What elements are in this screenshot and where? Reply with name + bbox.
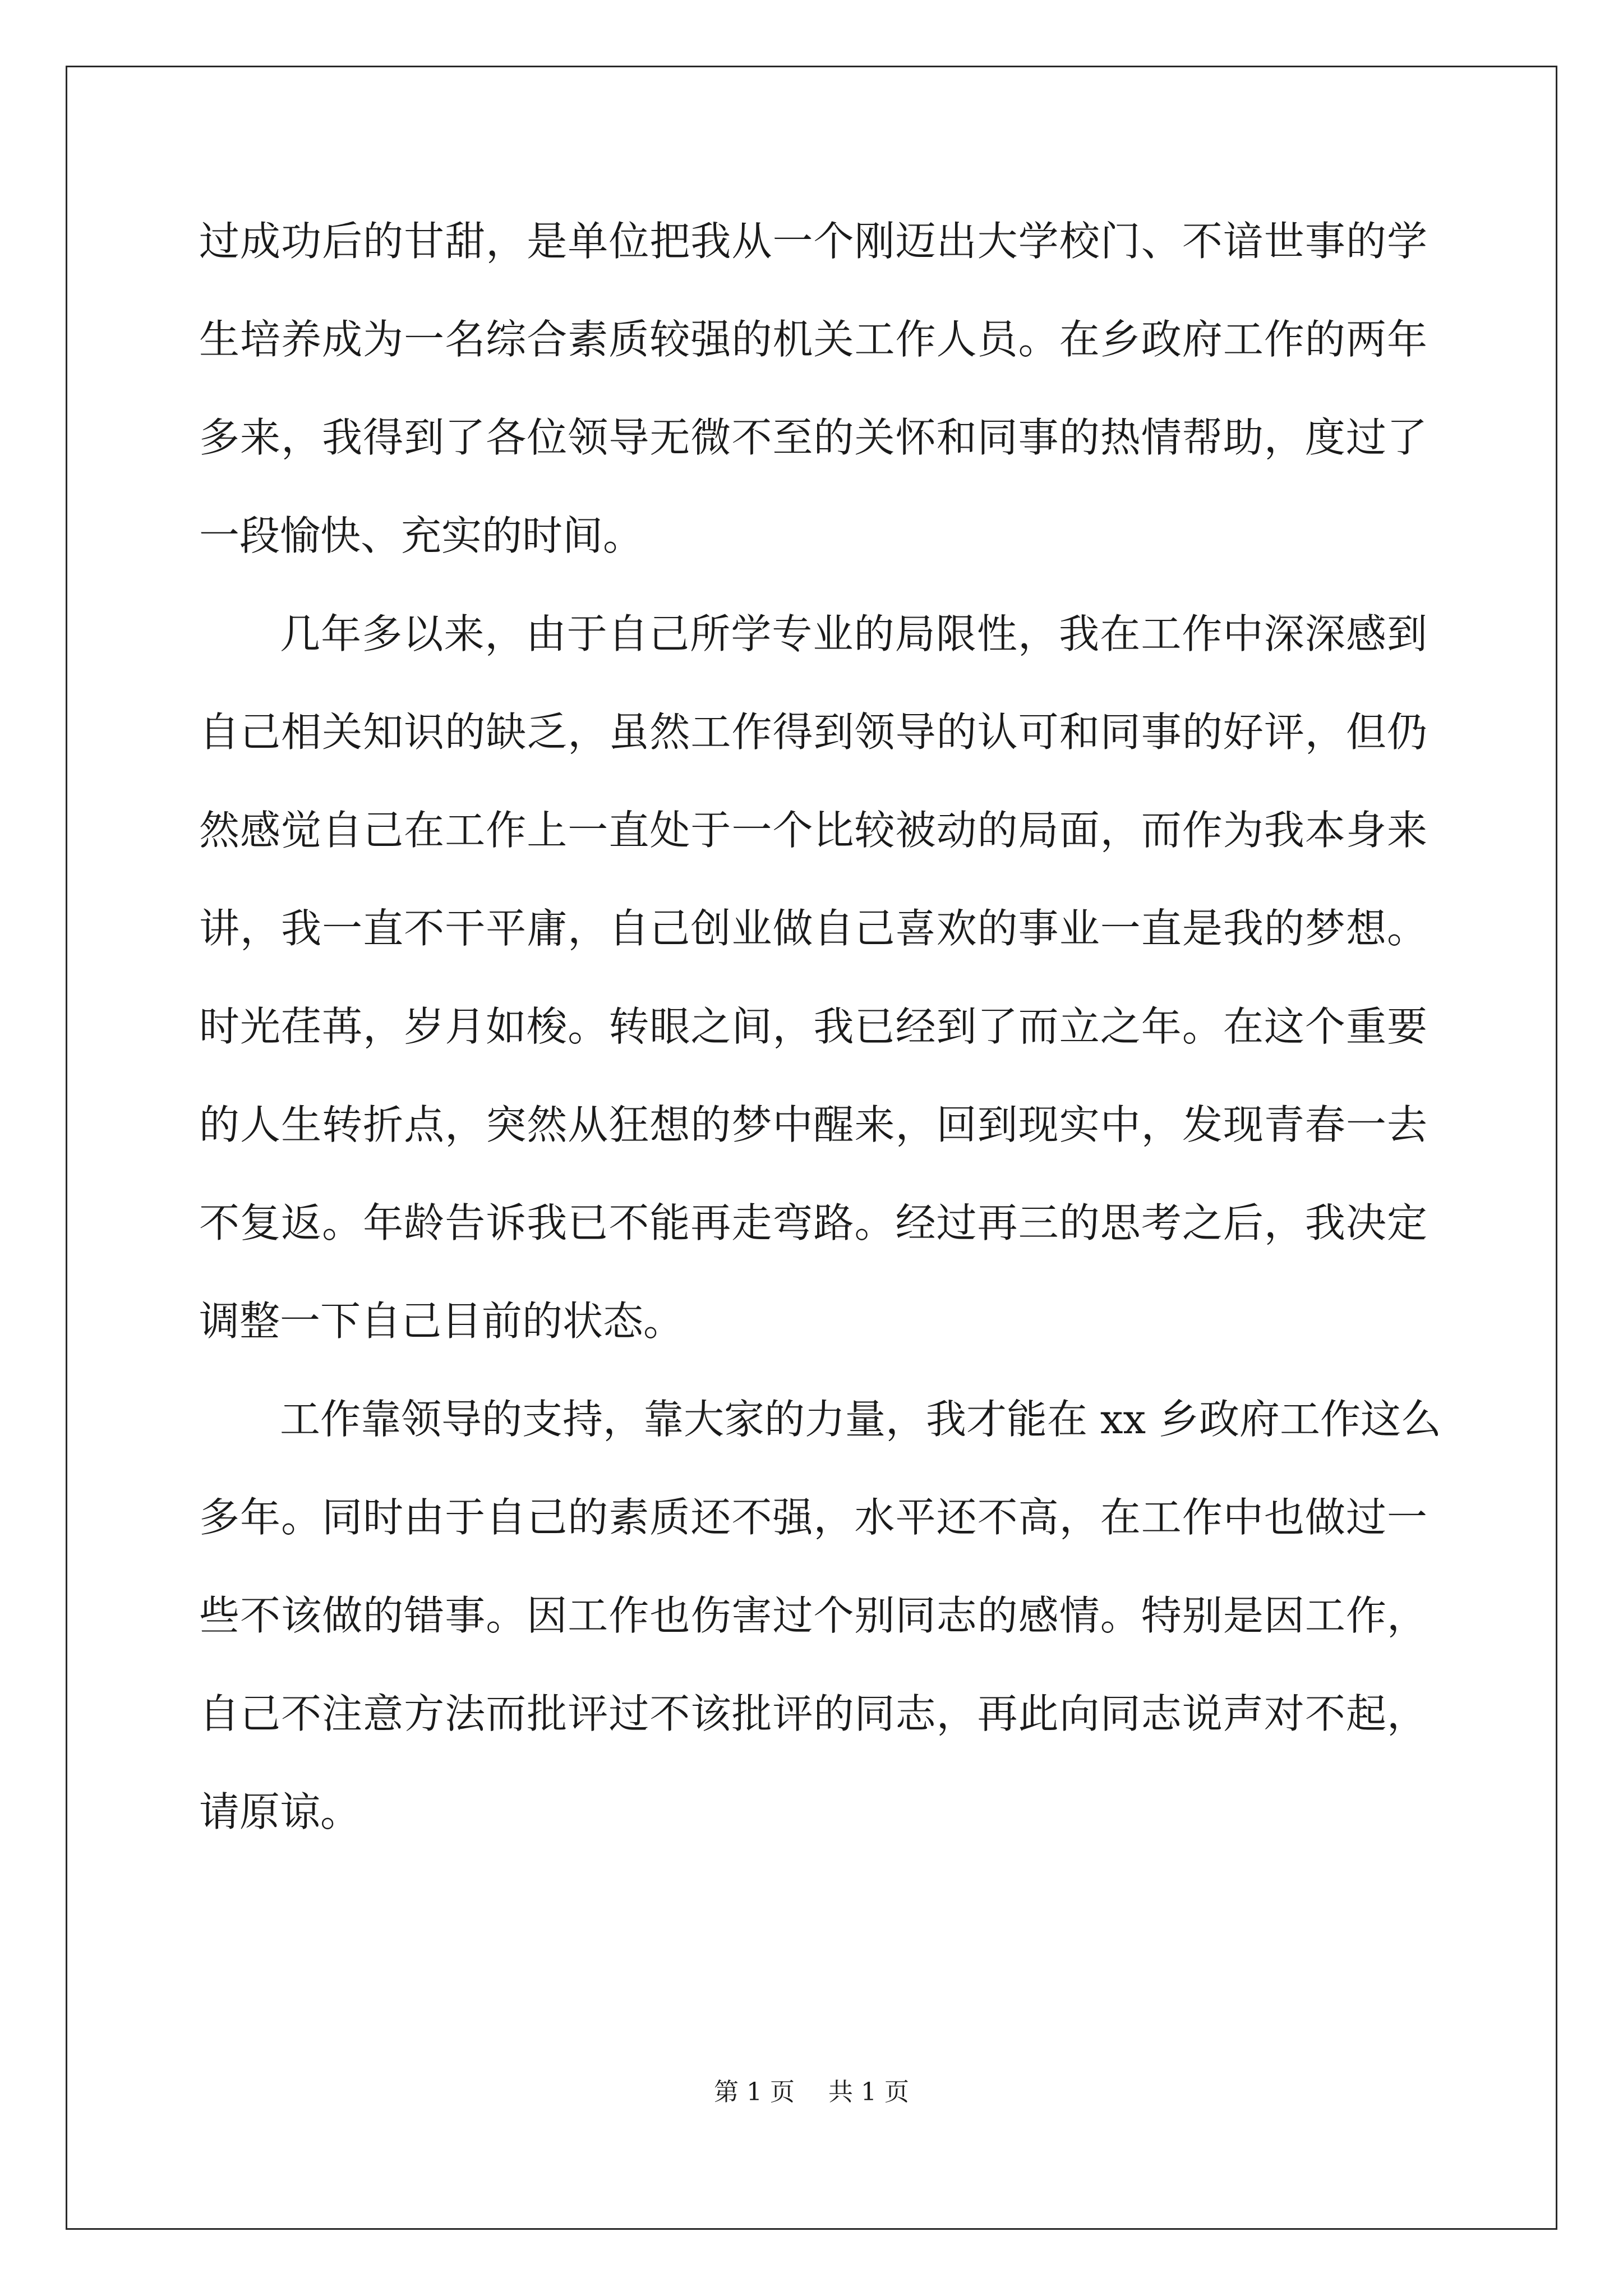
paragraph-line: 请原谅。: [199, 1788, 361, 1835]
paragraph-line: 过成功后的甘甜，是单位把我从一个刚迈出大学校门、不谙世事的学: [199, 218, 1427, 265]
paragraph-line: 生培养成为一名综合素质较强的机关工作人员。在乡政府工作的两年: [199, 316, 1427, 363]
paragraph-line: 讲，我一直不干平庸，自己创业做自己喜欢的事业一直是我的梦想。: [199, 905, 1427, 952]
paragraph-line: 自己不注意方法而批评过不该批评的同志，再此向同志说声对不起，: [199, 1690, 1427, 1737]
paragraph-line: 时光荏苒，岁月如梭。转眼之间，我已经到了而立之年。在这个重要: [199, 1003, 1427, 1050]
paragraph-line: 不复返。年龄告诉我已不能再走弯路。经过再三的思考之后，我决定: [199, 1199, 1427, 1246]
page-total: 共 1 页: [828, 2078, 909, 2106]
paragraph-line: 一段愉快、充实的时间。: [199, 512, 644, 559]
page-footer: [0, 2076, 1623, 2109]
paragraph-line: 工作靠领导的支持，靠大家的力量，我才能在 xx 乡政府工作这么: [280, 1396, 1441, 1443]
paragraph-line: 多年。同时由于自己的素质还不强，水平还不高，在工作中也做过一: [199, 1494, 1427, 1541]
paragraph-1: [199, 216, 1427, 609]
paragraph-line: 多来，我得到了各位领导无微不至的关怀和同事的热情帮助，度过了: [199, 414, 1427, 461]
paragraph-line: 调整一下自己目前的状态。: [199, 1297, 684, 1345]
document-body: [199, 216, 1441, 1885]
page-number: 第 1 页: [714, 2078, 795, 2106]
paragraph-line: 些不该做的错事。因工作也伤害过个别同志的感情。特别是因工作，: [199, 1592, 1427, 1639]
paragraph-line: 几年多以来，由于自己所学专业的局限性，我在工作中深深感到: [280, 610, 1427, 657]
paragraph-2: [199, 609, 1427, 1394]
paragraph-line: 然感觉自己在工作上一直处于一个比较被动的局面，而作为我本身来: [199, 807, 1427, 854]
paragraph-3: [199, 1394, 1441, 1885]
paragraph-line: 的人生转折点，突然从狂想的梦中醒来，回到现实中，发现青春一去: [199, 1101, 1427, 1148]
paragraph-line: 自己相关知识的缺乏，虽然工作得到领导的认可和同事的好评，但仍: [199, 708, 1427, 756]
